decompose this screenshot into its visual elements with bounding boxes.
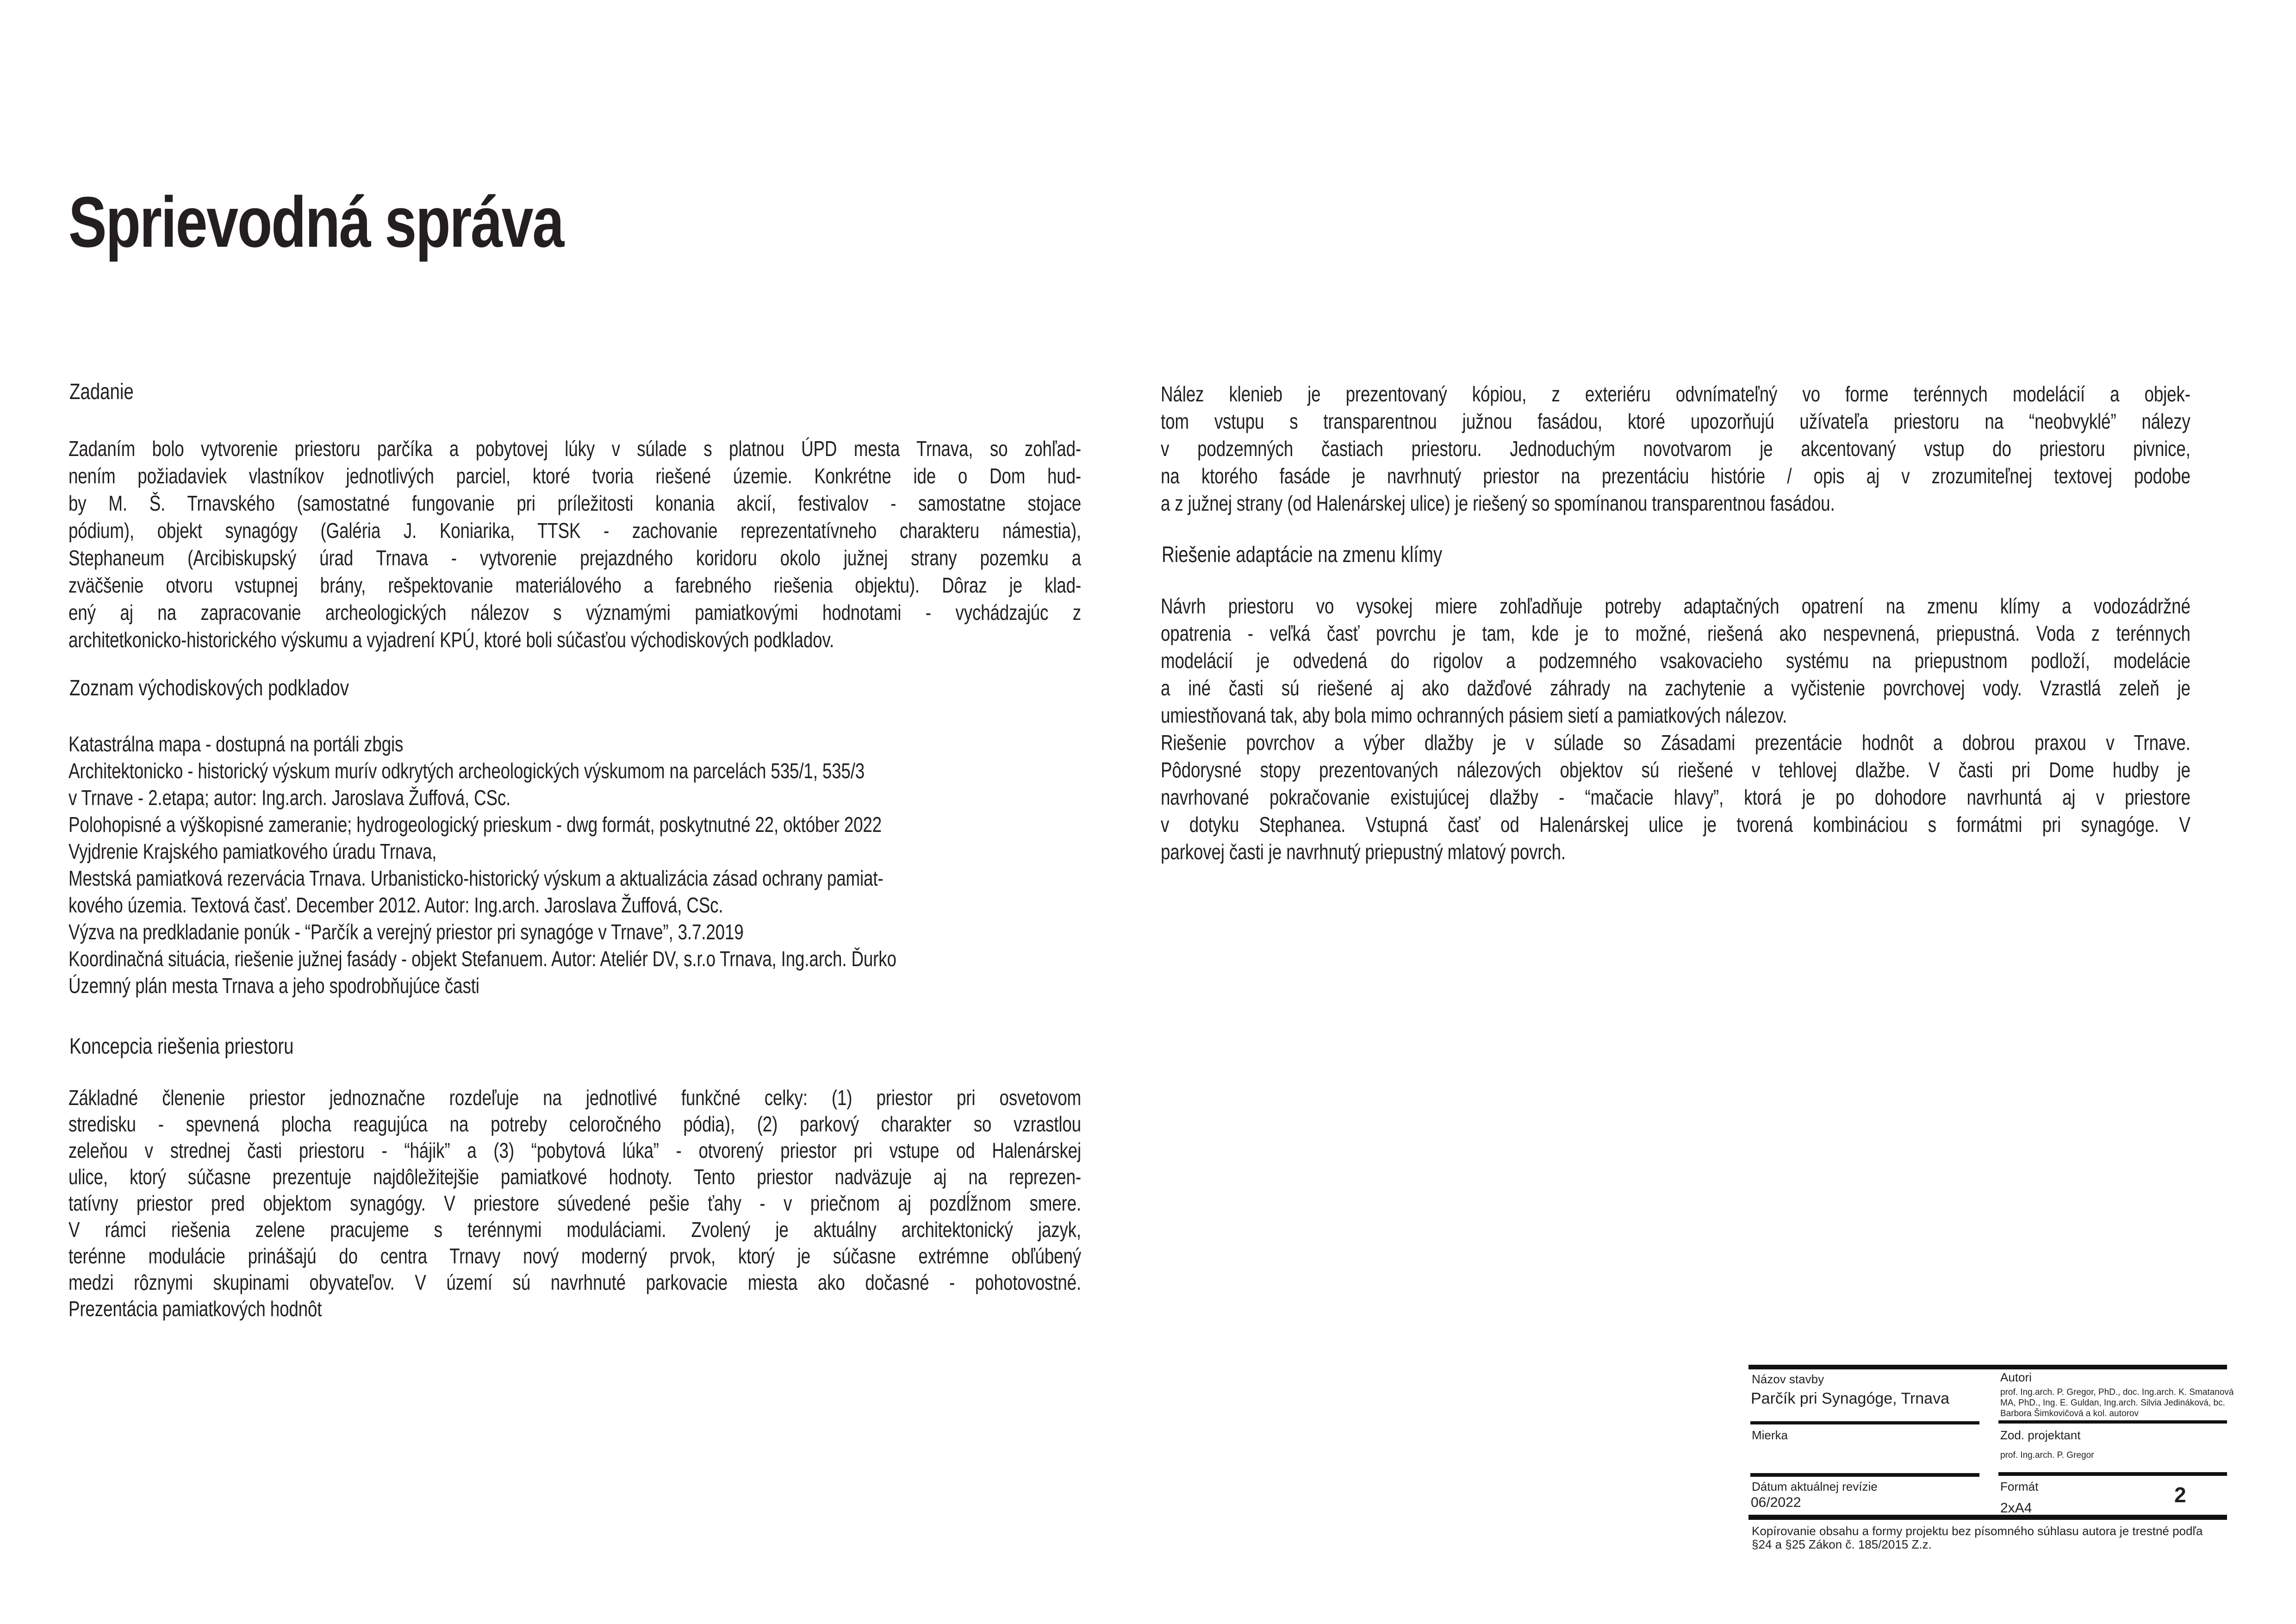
divider-bar-bottom — [1748, 1515, 2227, 1520]
copyright-note — [1752, 1524, 2203, 1551]
heading-zadanie: Zadanie — [69, 380, 134, 404]
field-value-nazov-stavby: Parčík pri Synagóge, Trnava — [1751, 1390, 1950, 1407]
list-item: Výzva na predkladanie ponúk - “Parčík a verejný priestor pri synagóge v Trnave”, 3.7.2019 — [68, 920, 744, 944]
divider-bar-row3-right — [1998, 1472, 2227, 1476]
text-line: architetkonicko-historického výskumu a vyjadrení KPÚ, ktoré boli súčasťou východiskových podkladov. — [68, 628, 834, 652]
section-klima-heading — [1162, 542, 2191, 568]
section-nalez-paragraph — [1161, 381, 2190, 517]
text-line: parkovej časti je navrhnutý priepustný mlatový povrch. — [1161, 840, 1566, 864]
field-label-zod-projektant: Zod. projektant — [2000, 1428, 2081, 1442]
text-line: Zadaním bolo vytvorenie priestoru parčíka a pobytovej lúky v súlade s platnou ÚPD mesta Trnava, so zohľad- — [68, 437, 1081, 461]
text-line: Prezentácia pamiatkových hodnôt — [68, 1297, 322, 1321]
section-koncepcia-paragraph — [68, 1085, 1081, 1322]
text-line: Základné členenie priestor jednoznačne rozdeľuje na jednotlivé funkčné celky: (1) priestor pri osvetovom — [68, 1086, 1081, 1110]
divider-bar-row3-left — [1750, 1473, 1979, 1477]
section-zoznam-list — [68, 731, 1081, 999]
field-label-nazov-stavby: Názov stavby — [1752, 1372, 1824, 1386]
text-line: terénne modulácie prinášajú do centra Trnavy nový moderný prvok, ktorý je súčasne extrémne obľúbený — [68, 1244, 1081, 1268]
list-item: Polohopisné a výškopisné zameranie; hydrogeologický prieskum - dwg formát, poskytnutné 22, október 2022 — [68, 812, 882, 837]
list-item: Koordinačná situácia, riešenie južnej fasády - objekt Stefanuem. Autor: Ateliér DV, s.r.o Trnava, Ing.arch. Ďurko — [68, 947, 896, 971]
list-item: Územný plán mesta Trnava a jeho spodrobňujúce časti — [68, 974, 479, 998]
field-value-zod-projektant: prof. Ing.arch. P. Gregor — [2000, 1450, 2094, 1460]
field-label-format: Formát — [2000, 1480, 2039, 1493]
page-number: 2 — [2174, 1483, 2186, 1507]
divider-bar-top — [1748, 1365, 2227, 1369]
autori-line: Barbora Šimkovičová a kol. autorov — [2000, 1409, 2139, 1418]
heading-koncepcia: Koncepcia riešenia priestoru — [69, 1034, 294, 1059]
text-line: by M. Š. Trnavského (samostatné fungovanie pri príležitosti konania akcií, festivalov - samostatne stojace — [68, 491, 1081, 515]
text-line: medzi rôznymi skupinami obyvateľov. V území sú navrhnuté parkovacie miesta ako dočasné - pohotovostné. — [68, 1270, 1081, 1294]
text-line: tom vstupu s transparentnou južnou fasádou, ktoré upozorňujú užívateľa priestoru na “neobvyklé” nálezy — [1161, 409, 2190, 433]
text-line: pódium), objekt synagógy (Galéria J. Koniarika, TTSK - zachovanie reprezentatívneho charakteru námestia), — [68, 518, 1081, 543]
text-line: Pôdorysné stopy prezentovaných nálezových objektov sú riešené v tehlovej dlažbe. V časti pri Dome hudby je — [1161, 758, 2190, 782]
text-line: umiestňovaná tak, aby bola mimo ochranných pásiem sietí a pamiatkových nálezov. — [1161, 703, 1787, 727]
text-line: modelácií je odvedená do rigolov a podzemného vsakovacieho systému na priepustnom podloží, modelácie — [1161, 649, 2190, 673]
section-koncepcia-heading — [69, 1033, 1082, 1060]
list-item: Vyjdrenie Krajského pamiatkového úradu Trnava, — [68, 839, 437, 863]
field-label-mierka: Mierka — [1752, 1428, 1788, 1442]
list-item: Katastrálna mapa - dostupná na portáli zbgis — [68, 732, 404, 756]
text-line: v dotyku Stephanea. Vstupná časť od Halenárskej ulice je tvorená kombináciou s formátmi pri synagóge. V — [1161, 812, 2190, 837]
heading-zoznam: Zoznam východiskových podkladov — [69, 676, 349, 700]
autori-line: prof. Ing.arch. P. Gregor, PhD., doc. Ing.arch. K. Smatanová — [2000, 1387, 2234, 1397]
heading-klima: Riešenie adaptácie na zmenu klímy — [1162, 543, 1443, 567]
list-item: v Trnave - 2.etapa; autor: Ing.arch. Jaroslava Žuffová, CSc. — [68, 786, 511, 810]
title-block — [1748, 1363, 2234, 1557]
text-line: zväčšenie otvoru vstupnej brány, rešpektovanie materiálového a farebného riešenia objektu). Dôraz je klad- — [68, 573, 1081, 597]
text-line: V rámci riešenia zelene pracujeme s terénnymi moduláciami. Zvolený je aktuálny architektonický jazyk, — [68, 1218, 1081, 1242]
text-line: Stephaneum (Arcibiskupský úrad Trnava - vytvorenie prejazdného koridoru okolo južnej strany pozemku a — [68, 546, 1081, 570]
text-line: zeleňou v strednej časti priestoru - “hájik” a (3) “pobytová lúka” - otvorený priestor pri vstupe od Halenárskej — [68, 1138, 1081, 1162]
section-zadanie-heading — [69, 379, 1082, 406]
section-zoznam-heading — [69, 675, 1082, 702]
page-title: Sprievodná správa — [68, 182, 563, 262]
field-value-datum-revizie: 06/2022 — [1751, 1495, 1801, 1510]
text-line: ený aj na zapracovanie archeologických nálezov s významými pamiatkovými hodnotami - vychádzajúc z — [68, 600, 1081, 625]
text-line: Riešenie povrchov a výber dlažby je v súlade so Zásadami prezentácie hodnôt a dobrou praxou v Trnave. — [1161, 731, 2190, 755]
text-line: stredisku - spevnená plocha reagujúca na potreby celoročného pódia), (2) parkový charakter so vzrastlou — [68, 1112, 1081, 1136]
divider-bar-row2-right — [1998, 1420, 2227, 1424]
text-line: nením požiadaviek vlastníkov jednotlivých parciel, ktoré tvoria riešené územie. Konkrétne ide o Dom hud- — [68, 464, 1081, 488]
copyright-line: §24 a §25 Zákon č. 185/2015 Z.z. — [1752, 1537, 1932, 1551]
text-line: v podzemných častiach priestoru. Jednoduchým novotvarom je akcentovaný vstup do priestoru pivnice, — [1161, 437, 2190, 461]
section-zadanie-paragraph — [68, 435, 1081, 654]
copyright-line: Kopírovanie obsahu a formy projektu bez písomného súhlasu autora je trestné podľa — [1752, 1524, 2203, 1538]
text-line: tatívny priestor pred objektom synagógy. V priestore súvedené pešie ťahy - v priečnom aj pozdĺžnom smere. — [68, 1191, 1081, 1215]
list-item: Mestská pamiatková rezervácia Trnava. Urbanisticko-historický výskum a aktualizácia zásad ochrany pamiat- — [68, 866, 884, 890]
list-item: Architektonicko - historický výskum murív odkrytých archeologických výskumom na parcelách 535/1, 535/3 — [68, 759, 865, 783]
field-label-autori: Autori — [2000, 1370, 2032, 1384]
field-value-format: 2xA4 — [2000, 1500, 2032, 1516]
field-value-autori — [2000, 1387, 2234, 1419]
divider-bar-row2-left — [1750, 1421, 1979, 1424]
autori-line: MA, PhD., Ing. E. Guldan, Ing.arch. Silvia Jedináková, bc. — [2000, 1398, 2225, 1408]
list-item: kového územia. Textová časť. December 2012. Autor: Ing.arch. Jaroslava Žuffová, CSc. — [68, 893, 723, 917]
text-line: na ktorého fasáde je navrhnutý priestor na prezentáciu histórie / opis aj v zrozumiteľnej textovej podobe — [1161, 464, 2190, 488]
text-line: a z južnej strany (od Halenárskej ulice) je riešený so spomínanou transparentnou fasádou. — [1161, 491, 1835, 515]
section-klima-paragraph — [1161, 593, 2190, 866]
text-line: navrhované pokračovanie existujúcej dlažby - “mačacie hlavy”, ktorá je po dohodore navrhuntá aj v priestore — [1161, 785, 2190, 809]
text-line: opatrenia - veľká časť povrchu je tam, kde je to možné, riešená ako nespevnená, priepustná. Voda z terénnych — [1161, 621, 2190, 645]
field-label-datum-revizie: Dátum aktuálnej revízie — [1752, 1480, 1878, 1493]
text-line: a iné časti sú riešené aj ako dažďové záhrady na zachytenie a vyčistenie povrchovej vody. Vzrastlá zeleň je — [1161, 676, 2190, 700]
text-line: Návrh priestoru vo vysokej miere zohľadňuje potreby adaptačných opatrení na zmenu klímy a vodozádržné — [1161, 594, 2190, 618]
text-line: ulice, ktorý súčasne prezentuje najdôležitejšie pamiatkové hodnoty. Tento priestor nadväzuje aj na reprezen- — [68, 1165, 1081, 1189]
title-wrap — [68, 182, 735, 262]
text-line: Nález klenieb je prezentovaný kópiou, z exteriéru odvnímateľný vo forme terénnych modelácií a objek- — [1161, 382, 2190, 406]
